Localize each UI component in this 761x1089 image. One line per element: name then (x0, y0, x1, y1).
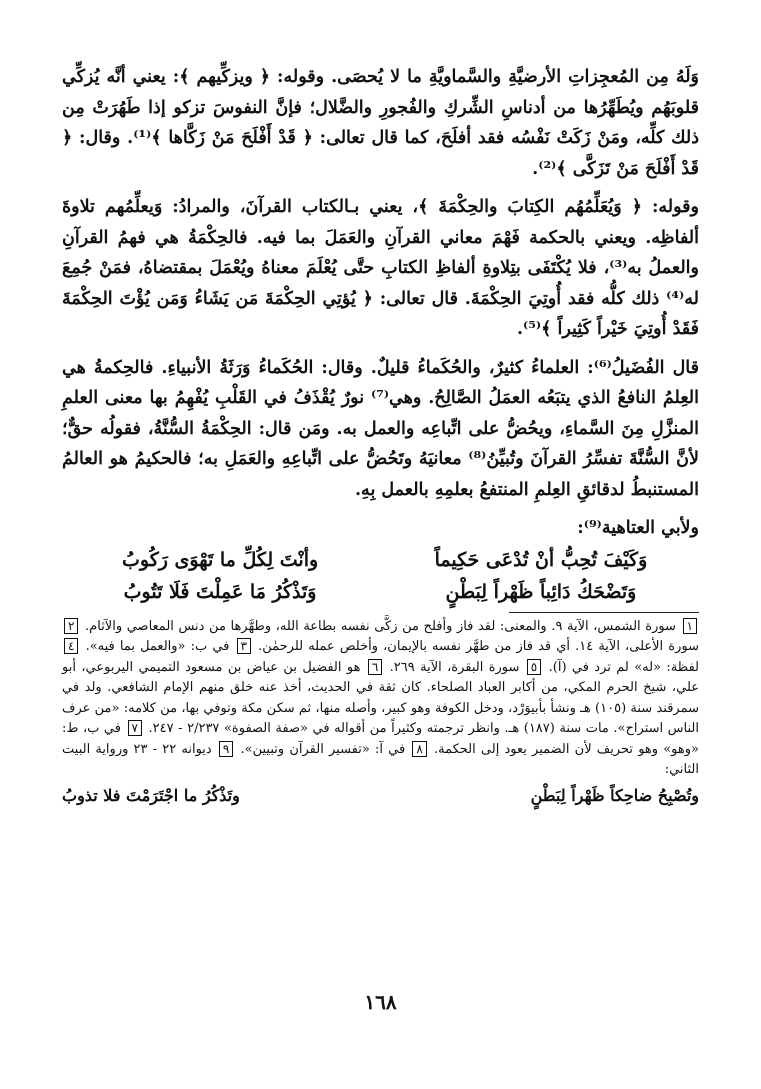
footnote-text: لفظة: «له» لم ترد في (آ). (548, 659, 699, 675)
footnote-number: ٧ (128, 720, 142, 736)
footnote-verse-left: وتَذْكُرُ ما اجْتَرَمْتَ فلا تذوبُ (62, 785, 240, 805)
poem (72, 544, 689, 608)
footnote-number: ٤ (64, 638, 78, 654)
paragraph: وقوله: ﴿ وَيُعَلِّمُهُم الكِتابَ والحِكْمَةَ ﴾، يعني بـالكتاب القرآنَ، والمرادُ: وَيعلِّمُهم تلاوةَ ألفاظِه. ويعني بالحكمة فَهْمَ معاني القرآنِ والعَمَلَ بما فيه. فالحِكْمَةُ هي فهمُ القرآنِ والعملُ به⁽³⁾، فلا يُكْتَفَى بتِلاوةِ ألفاظِ الكتابِ حتَّى يُعْلَمَ معناهُ ويُعْمَلَ بمقتضاهُ، فمَنْ جُمِعَ له⁽⁴⁾ ذلك كلُّه فقد أُوتِيَ الحِكْمَةَ. قال تعالى: ﴿ يُؤتِي الحِكْمَةَ مَن يَشَاءُ وَمَن يُؤْتَ الحِكْمَةَ فَقَدْ أُوتِيَ خَيْراً كَثِيراً ﴾⁽⁵⁾. (62, 197, 699, 339)
paragraph: قال الفُضَيلُ⁽⁶⁾: العلماءُ كثيرٌ، والحُكَماءُ قليلٌ. وقال: الحُكَماءُ وَرَثَةُ الأنبياءِ. فالحِكمةُ هي العِلمُ النافعُ الذي يتبَعُه العمَلُ الصَّالِحُ. وهي⁽⁷⁾ نورٌ يُقْذَفُ في القَلْبِ يُفْهِمُ بها معنى العلمِ المنزَّلِ مِنَ السَّماءِ، ويحُضُّ على اتِّباعِه والعمل به. ومَن قال: الحِكْمَةُ السُّنَّةُ، فقولُه حقٌّ؛ لأنَّ السُّنَّةَ تفسِّرُ القرآنَ وتُبيِّنُ⁽⁸⁾ معانيَهُ وتَحُضُّ على اتِّباعِهِ والعَمَلِ به؛ فالحكيمُ هو العالمُ المستنبطُ لدقائقِ العِلمِ المنتفعُ بعلمِهِ بالعمل بِهِ. (62, 357, 700, 500)
poem-line (72, 544, 689, 576)
poem-hemistich-right: وَتَضْحَكُ دَائِباً ظَهْراً لِبَطْنٍ (445, 580, 637, 603)
footnote-number: ٨ (412, 741, 426, 757)
footnote-number: ٥ (527, 659, 541, 675)
poem-hemistich-right: وَكَيْفَ تُحِبُّ أنْ تُدْعَى حَكِيماً (434, 548, 648, 571)
footnote-number: ١ (683, 618, 697, 634)
poem-hemistich-left: وأنْتَ لِكُلِّ ما تَهْوَى رَكُوبُ (122, 548, 319, 571)
footnote-text: سورة البقرة، الآية ٢٦٩. (389, 659, 520, 675)
footnote-verse (62, 783, 699, 809)
footnote-text: ديوانه ٢٢ - ٢٣ ورواية البيت الثاني: (62, 741, 699, 777)
footnote-text: هو الفضيل بن عياض بن مسعود التميمي اليربوعي، أبو علي، شيخ الحرم المكي، من أكابر العباد الصلحاء. كان ثقة في الحديث، أخذ عنه خلق منهم الإمام الشافعي. ولد في سمرقند سنة (١٠٥) هـ ونشأ بأبيوَرْد، ودخل الكوفة وهو كبير، وأصله منها، ثم سكن مكة وتوفي بها، من كلامه: «من عرف الناس استراح». مات سنة (١٨٧) هـ. وانظر ترجمته وكثيراً من أقواله في «صفة الصفوة» ٢/٢٣٧ - ٢٤٧. (62, 659, 699, 736)
poem-intro: ولأبي العتاهية⁽⁹⁾: (577, 518, 699, 538)
footnote-text: في ب، ط: «وهو» وهو تحريف لأن الضمير يعود إلى الحكمة. (62, 721, 699, 757)
poem-hemistich-left: وَتَذْكُرُ مَا عَمِلْتَ فَلَا تَتُوبُ (123, 580, 317, 603)
footnote-number: ٩ (219, 741, 233, 757)
footnote-group (62, 617, 699, 781)
footnote-text: سورة الشمس، الآية ٩. والمعنى: لقد فاز وأفلح من زكَّى نفسه بطاعة الله، وطهَّرها من دنس المعاصي والآثام. (85, 618, 676, 634)
page-number: ١٦٨ (364, 990, 397, 1014)
footnote-number: ٢ (64, 618, 78, 634)
footnote-divider (509, 612, 699, 613)
footnote-number: ٦ (368, 659, 382, 675)
footnote-text: في ب: «والعمل بما فيه». (85, 639, 230, 654)
footnote-text: في آ: «تفسير القرآن وتبيين». (240, 741, 406, 757)
footnotes (62, 617, 699, 809)
footnote-text: سورة الأعلى، الآية ١٤. أي قد فاز من طهَّر نفسه بالإيمان، وأخلص عمله للرحمٰن. (258, 639, 699, 654)
paragraph: وَلَهُ مِن المُعجِزاتِ الأرضيَّةِ والسَّماويَّةِ ما لا يُحصَى. وقوله: ﴿ ويزكِّيهم ﴾: يعني أنَّه يُزكِّي قلوبَهُم ويُطَهِّرُها من أدناسِ الشِّركِ والفُجورِ والضَّلال؛ فإنَّ النفوسَ تزكو إذا طَهُرَتْ مِن ذلك كلِّه، ومَنْ زَكَتْ نَفْسُه فقد أفلَحَ، كما قال تعالى: ﴿ قَدْ أَفْلَحَ مَنْ زَكَّاها ﴾⁽¹⁾. وقال: ﴿ قَدْ أَفْلَحَ مَنْ تَزَكَّى ﴾⁽²⁾. (62, 67, 699, 179)
poem-line (72, 576, 689, 608)
footnote-verse-right: وتُصْبِحُ ضاحِكاً ظَهْراً لِبَطْنٍ (530, 785, 699, 805)
footnote-number: ٣ (237, 638, 251, 654)
